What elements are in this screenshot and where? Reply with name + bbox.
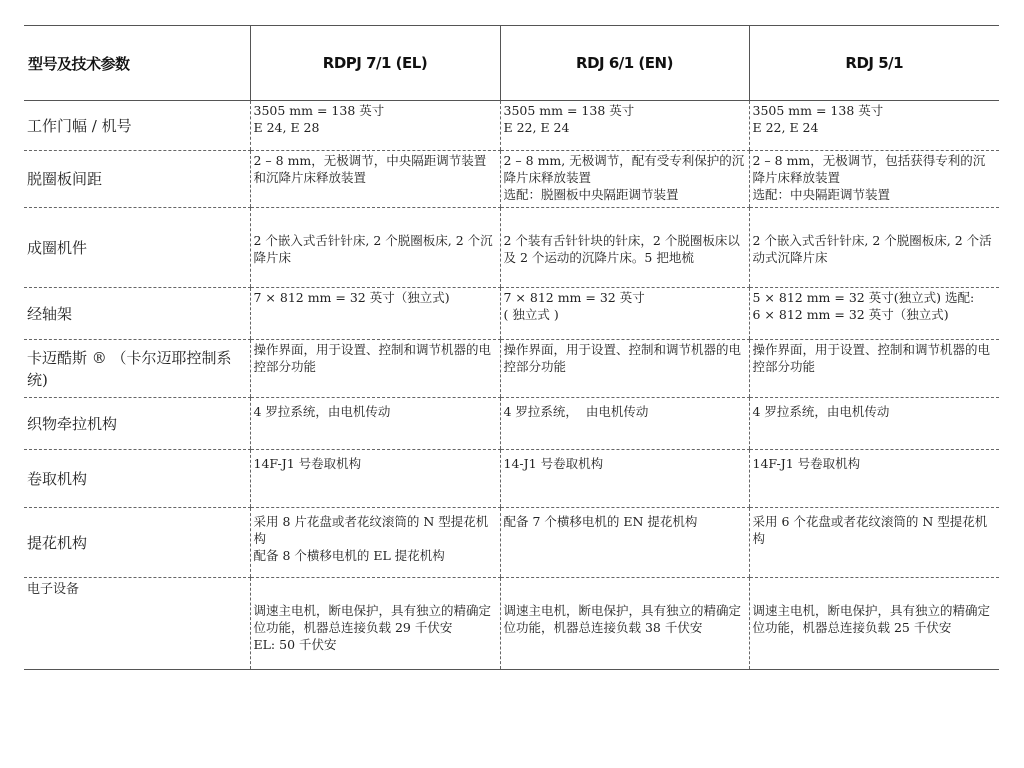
- spec-value-cell: [250, 151, 500, 208]
- spec-value-line: 4 罗拉系统，由电机传动: [253, 404, 391, 419]
- spec-value-cell: [749, 450, 999, 508]
- spec-value-cell: [749, 340, 999, 398]
- spec-value-line: E 22, E 24: [503, 120, 570, 135]
- model-header: RDJ 5/1: [749, 26, 999, 101]
- spec-value-line: 14-J1 号卷取机构: [503, 456, 604, 471]
- spec-value-cell: [749, 288, 999, 340]
- spec-value-cell: [749, 398, 999, 450]
- spec-value-line: 配备 7 个横移电机的 EN 提花机构: [503, 514, 698, 529]
- spec-value-line: 选配：中央隔距调节装置: [752, 187, 891, 202]
- spec-row: [24, 398, 999, 450]
- param-label: 电子设备: [24, 578, 250, 670]
- spec-value-line: 操作界面，用于设置、控制和调节机器的电控部分功能: [253, 342, 492, 374]
- param-label: 经轴架: [24, 288, 250, 340]
- spec-row: [24, 288, 999, 340]
- spec-row: [24, 208, 999, 288]
- spec-value-cell: [250, 578, 500, 670]
- spec-value-line: 3505 mm = 138 英寸: [253, 103, 385, 118]
- spec-value-cell: [250, 340, 500, 398]
- spec-value-line: 4 罗拉系统， 由电机传动: [503, 404, 649, 419]
- spec-value-line: 操作界面，用于设置、控制和调节机器的电控部分功能: [503, 342, 742, 374]
- param-label: 脱圈板间距: [24, 151, 250, 208]
- spec-value-line: 采用 8 片花盘或者花纹滚筒的 N 型提花机构: [253, 514, 489, 546]
- spec-value-cell: [250, 450, 500, 508]
- spec-row: [24, 340, 999, 398]
- spec-value-line: 3505 mm = 138 英寸: [752, 103, 884, 118]
- spec-value-line: 7 × 812 mm = 32 英寸（独立式): [253, 290, 450, 305]
- spec-row: [24, 151, 999, 208]
- spec-value-cell: [500, 288, 749, 340]
- spec-value-line: 2 – 8 mm，无极调节，中央隔距调节装置和沉降片床释放装置: [253, 153, 487, 185]
- spec-value-line: 2 – 8 mm，无极调节，包括获得专利的沉降片床释放装置: [752, 153, 986, 185]
- spec-value-line: 配备 8 个横移电机的 EL 提花机构: [253, 548, 445, 563]
- spec-table: [24, 25, 999, 670]
- spec-body: [24, 101, 999, 670]
- spec-value-line: 选配：脱圈板中央隔距调节装置: [503, 187, 679, 202]
- spec-value-cell: [749, 508, 999, 578]
- spec-value-cell: [500, 151, 749, 208]
- spec-value-cell: [749, 101, 999, 151]
- spec-row: [24, 508, 999, 578]
- spec-value-cell: [500, 578, 749, 670]
- param-label: 卡迈酷斯 ® （卡尔迈耶控制系统): [24, 340, 250, 398]
- model-header: RDPJ 7/1 (EL): [250, 26, 500, 101]
- spec-value-cell: [250, 208, 500, 288]
- spec-value-line: 2 – 8 mm, 无极调节，配有受专利保护的沉降片床释放装置: [503, 153, 745, 185]
- header-row: [24, 26, 999, 101]
- param-label: 提花机构: [24, 508, 250, 578]
- spec-value-cell: [500, 508, 749, 578]
- spec-value-line: 操作界面，用于设置、控制和调节机器的电控部分功能: [752, 342, 991, 374]
- spec-value-cell: [500, 208, 749, 288]
- param-label: 工作门幅 / 机号: [24, 101, 250, 151]
- spec-value-cell: [500, 450, 749, 508]
- spec-row: [24, 101, 999, 151]
- spec-value-line: 7 × 812 mm = 32 英寸: [503, 290, 645, 305]
- spec-value-line: 调速主电机，断电保护，具有独立的精确定位功能，机器总连接负载 38 千伏安: [503, 603, 742, 635]
- spec-value-line: 调速主电机，断电保护，具有独立的精确定位功能，机器总连接负载 25 千伏安: [752, 603, 991, 635]
- spec-value-cell: [749, 208, 999, 288]
- spec-value-line: ( 独立式 ): [503, 307, 559, 322]
- spec-value-cell: [749, 151, 999, 208]
- spec-value-cell: [250, 101, 500, 151]
- spec-value-line: 采用 6 个花盘或者花纹滚筒的 N 型提花机构: [752, 514, 988, 546]
- spec-value-line: EL: 50 千伏安: [253, 637, 337, 652]
- spec-value-line: 2 个嵌入式舌针针床, 2 个脱圈板床, 2 个沉降片床: [253, 233, 493, 265]
- spec-value-line: 5 × 812 mm = 32 英寸(独立式) 选配:: [752, 290, 975, 305]
- param-label: 织物牵拉机构: [24, 398, 250, 450]
- param-label: 成圈机件: [24, 208, 250, 288]
- spec-value-cell: [500, 340, 749, 398]
- spec-value-line: 2 个嵌入式舌针针床, 2 个脱圈板床, 2 个活动式沉降片床: [752, 233, 992, 265]
- spec-value-cell: [250, 508, 500, 578]
- spec-value-line: 14F-J1 号卷取机构: [752, 456, 861, 471]
- spec-value-line: E 22, E 24: [752, 120, 819, 135]
- param-label: 卷取机构: [24, 450, 250, 508]
- spec-value-cell: [250, 288, 500, 340]
- spec-value-cell: [500, 398, 749, 450]
- spec-value-line: 4 罗拉系统，由电机传动: [752, 404, 890, 419]
- spec-value-line: E 24, E 28: [253, 120, 320, 135]
- spec-value-line: 2 个装有舌针针块的针床，2 个脱圈板床以及 2 个运动的沉降片床。5 把地梳: [503, 233, 740, 265]
- spec-value-cell: [250, 398, 500, 450]
- spec-value-line: 调速主电机，断电保护，具有独立的精确定位功能，机器总连接负载 29 千伏安: [253, 603, 492, 635]
- spec-value-line: 3505 mm = 138 英寸: [503, 103, 635, 118]
- spec-value-cell: [749, 578, 999, 670]
- spec-row: [24, 578, 999, 670]
- spec-value-line: 14F-J1 号卷取机构: [253, 456, 362, 471]
- spec-value-line: 6 × 812 mm = 32 英寸（独立式): [752, 307, 949, 322]
- model-header: RDJ 6/1 (EN): [500, 26, 749, 101]
- spec-value-cell: [500, 101, 749, 151]
- spec-row: [24, 450, 999, 508]
- param-header: 型号及技术参数: [24, 26, 250, 101]
